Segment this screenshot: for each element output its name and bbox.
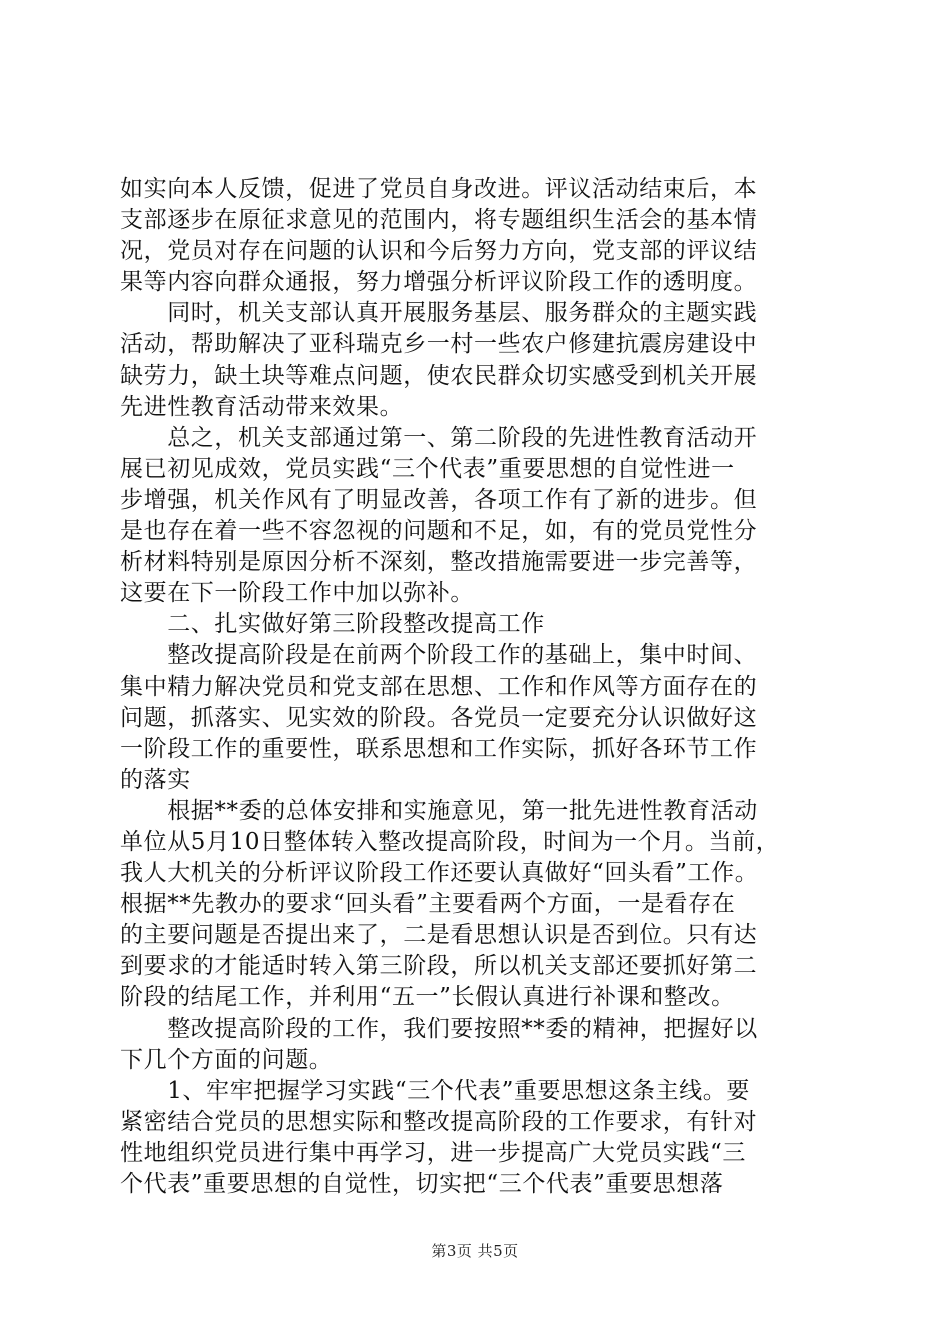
text-line: 的主要问题是否提出来了，二是看思想认识是否到位。只有达 — [120, 922, 758, 949]
text-line: 阶段的结尾工作，并利用“五一”长假认真进行补课和整改。 — [120, 984, 735, 1011]
text-line: 1、牢牢把握学习实践“三个代表”重要思想这条主线。要 — [120, 1077, 750, 1104]
text-line: 这要在下一阶段工作中加以弥补。 — [120, 580, 474, 607]
text-line: 步增强，机关作风有了明显改善，各项工作有了新的进步。但 — [120, 486, 758, 513]
text-line: 问题，抓落实、见实效的阶段。各党员一定要充分认识做好这 — [120, 704, 758, 731]
text-line: 整改提高阶段是在前两个阶段工作的基础上，集中时间、 — [120, 642, 758, 669]
text-line: 单位从5月10日整体转入整改提高阶段，时间为一个月。当前， — [120, 828, 780, 855]
text-line: 根据**委的总体安排和实施意见，第一批先进性教育活动 — [120, 797, 758, 824]
text-line: 总之，机关支部通过第一、第二阶段的先进性教育活动开 — [120, 424, 758, 451]
text-line: 是也存在着一些不容忽视的问题和不足，如，有的党员党性分 — [120, 518, 758, 545]
text-line: 性地组织党员进行集中再学习，进一步提高广大党员实践“三 — [120, 1139, 746, 1166]
text-line: 展已初见成效，党员实践“三个代表”重要思想的自觉性进一 — [120, 455, 735, 482]
body-text — [120, 174, 832, 1200]
text-line: 支部逐步在原征求意见的范围内，将专题组织生活会的基本情 — [120, 207, 758, 234]
page-number-footer: 第3页 共5页 — [431, 1242, 519, 1260]
text-line: 一阶段工作的重要性，联系思想和工作实际，抓好各环节工作 — [120, 735, 758, 762]
text-line: 活动，帮助解决了亚科瑞克乡一村一些农户修建抗震房建设中 — [120, 331, 758, 358]
text-line: 如实向本人反馈，促进了党员自身改进。评议活动结束后，本 — [120, 176, 758, 202]
text-line: 整改提高阶段的工作，我们要按照**委的精神，把握好以 — [120, 1015, 758, 1042]
text-line: 根据**先教办的要求“回头看”主要看两个方面，一是看存在 — [120, 891, 736, 918]
text-line: 紧密结合党员的思想实际和整改提高阶段的工作要求，有针对 — [120, 1108, 758, 1135]
text-line: 果等内容向群众通报，努力增强分析评议阶段工作的透明度。 — [120, 269, 758, 296]
text-line: 下几个方面的问题。 — [120, 1046, 333, 1073]
text-line: 先进性教育活动带来效果。 — [120, 393, 404, 420]
text-line: 缺劳力，缺土块等难点问题，使农民群众切实感受到机关开展 — [120, 362, 758, 389]
section-heading: 二、扎实做好第三阶段整改提高工作 — [120, 611, 545, 638]
text-line: 个代表”重要思想的自觉性，切实把“三个代表”重要思想落 — [120, 1171, 724, 1197]
text-line: 况，党员对存在问题的认识和今后努力方向，党支部的评议结 — [120, 238, 758, 265]
text-line: 集中精力解决党员和党支部在思想、工作和作风等方面存在的 — [120, 673, 758, 700]
text-line: 的落实 — [120, 766, 191, 793]
text-line: 析材料特别是原因分析不深刻，整改措施需要进一步完善等， — [120, 549, 758, 576]
text-line: 到要求的才能适时转入第三阶段，所以机关支部还要抓好第二 — [120, 953, 758, 980]
text-line: 我人大机关的分析评议阶段工作还要认真做好“回头看”工作。 — [120, 860, 759, 887]
text-line: 同时，机关支部认真开展服务基层、服务群众的主题实践 — [120, 300, 758, 327]
